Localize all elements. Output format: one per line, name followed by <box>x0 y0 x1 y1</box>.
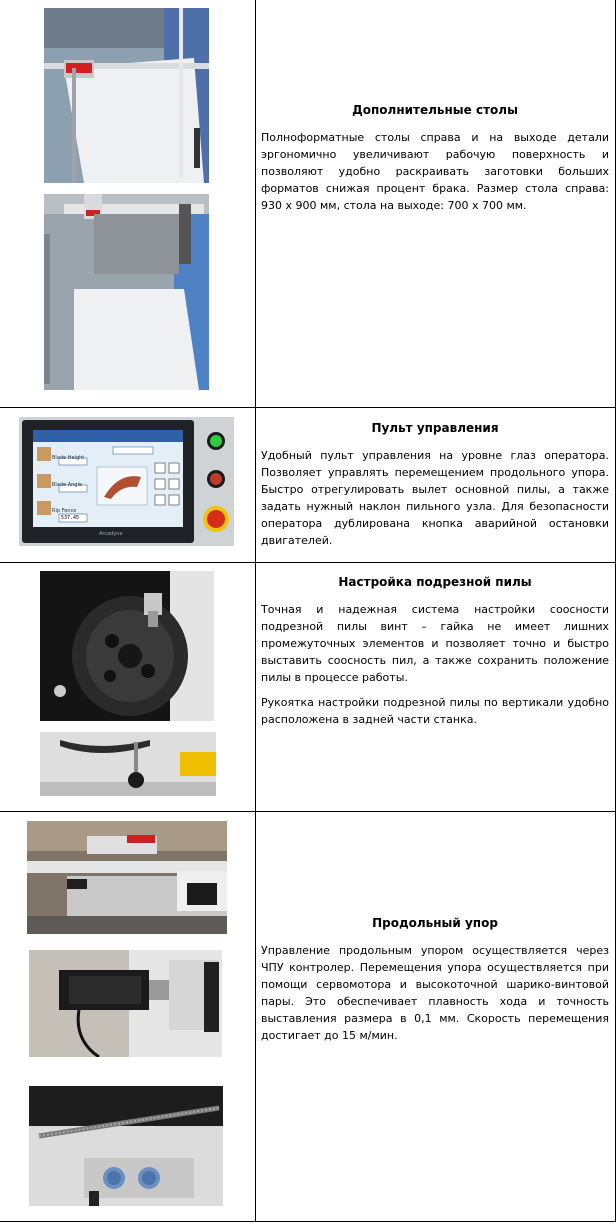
photo-extension-table-bottom <box>44 194 209 390</box>
photo-extension-table-top <box>44 8 209 183</box>
screen-blade-height-label: Blade Height <box>52 455 85 461</box>
photo-ball-screw <box>29 1086 223 1206</box>
section-extra-tables <box>261 103 609 214</box>
section-scoring-saw <box>261 575 609 728</box>
row-divider <box>0 1221 616 1222</box>
section-rip-fence <box>261 916 609 1044</box>
photo-rip-fence-carriage <box>27 821 227 934</box>
section-title: Дополнительные столы <box>352 103 518 117</box>
photo-servo-motor <box>29 950 222 1057</box>
photo-scoring-saw-handle <box>40 732 216 796</box>
row-divider <box>0 407 616 408</box>
row-divider <box>0 562 616 563</box>
section-title: Настройка подрезной пилы <box>338 575 532 589</box>
column-divider <box>255 0 256 1222</box>
photo-control-panel <box>19 417 234 546</box>
section-control-panel <box>261 421 609 549</box>
section-title: Пульт управления <box>371 421 499 435</box>
row-divider <box>0 811 616 812</box>
photo-scoring-saw-adjuster <box>40 571 214 721</box>
screen-rip-fence-label: Rip Fence <box>52 508 77 514</box>
section-paragraph: Рукоятка настройки подрезной пилы по вертикали удобно расположена в задней части станка. <box>261 696 609 726</box>
screen-brand-logo: Arcadyne <box>99 531 123 537</box>
screen-rip-value: 537.45 <box>61 515 80 521</box>
screen-blade-angle-label: Blade Angle <box>52 482 82 488</box>
section-paragraph: Точная и надежная система настройки соосности подрезной пилы винт – гайка не имеет лишних промежуточных элементов и позволяет точно и быстро выставить соосность пил, а также сохранить положение пилы в процессе работы. <box>261 603 609 684</box>
section-paragraph: Управление продольным упором осуществляется через ЧПУ контролер. Перемещения упора осуществляется при помощи сервомотора и высокоточной шарико-винтовой пары. Это обеспечивает плавность хода и точность выставления размера в 0,1 мм. Скорость перемещения достигает до 15 м/мин. <box>261 944 609 1042</box>
section-paragraph: Полноформатные столы справа и на выходе детали эргономично увеличивают рабочую поверхность и позволяют удобно раскраивать заготовки больших форматов снижая процент брака. Размер стола справа: 930 х 900 мм, стола на выходе: 700 х 700 мм. <box>261 131 609 212</box>
section-title: Продольный упор <box>372 916 498 930</box>
section-paragraph: Удобный пульт управления на уровне глаз оператора. Позволяет управлять перемещением продольного упора. Быстро отрегулировать вылет основной пилы, а также задать нужный наклон пильного узла. Для безопасности оператора дублирована кнопка аварийной остановки двигателей. <box>261 449 609 547</box>
